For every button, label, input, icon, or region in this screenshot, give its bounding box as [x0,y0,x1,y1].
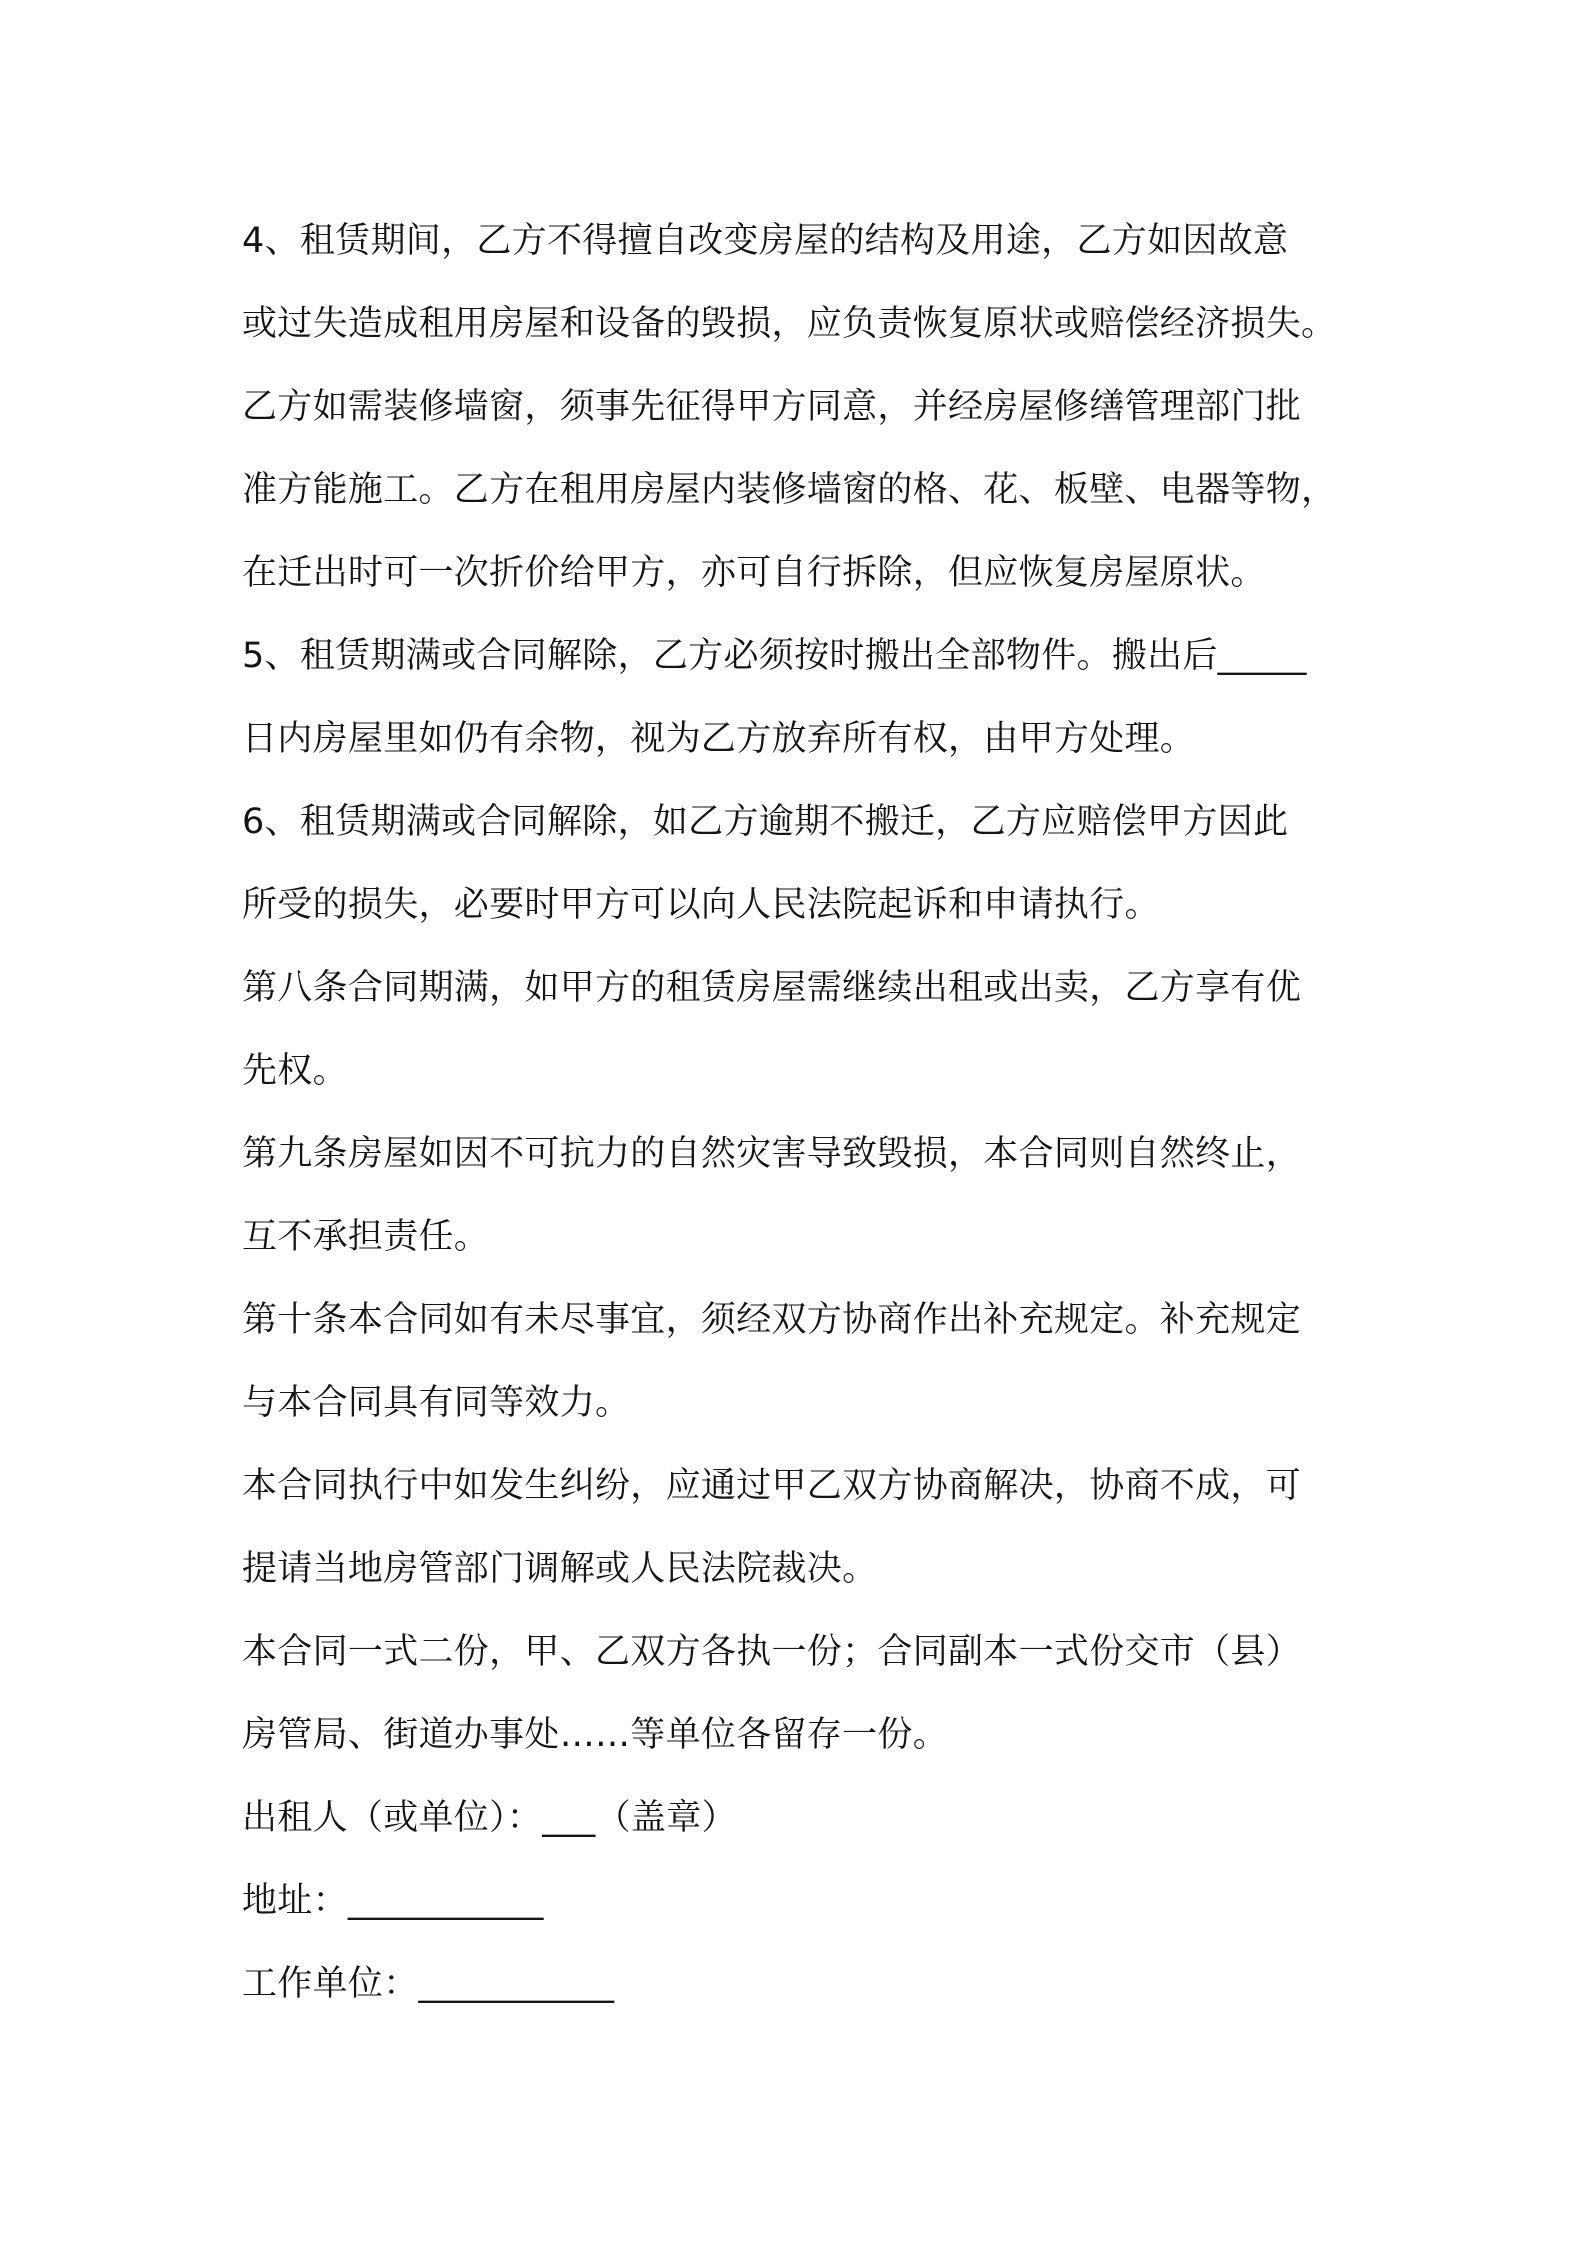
clause-5-line-1: 5、租赁期满或合同解除，乙方必须按时搬出全部物件。搬出后_____ [242,636,1307,676]
clause-4-line-5: 在迁出时可一次折价给甲方，亦可自行拆除，但应恢复房屋原状。 [242,553,1266,593]
copies-line-1: 本合同一式二份，甲、乙双方各执一份；合同副本一式份交市（县） [242,1632,1302,1672]
clause-4-line-1: 4、租赁期间，乙方不得擅自改变房屋的结构及用途，乙方如因故意 [242,221,1289,261]
clause-5-line-2: 日内房屋里如仍有余物，视为乙方放弃所有权，由甲方处理。 [242,719,1196,759]
clause-4-line-2: 或过失造成租用房屋和设备的毁损，应负责恢复原状或赔偿经济损失。 [242,304,1337,344]
clause-4-line-3: 乙方如需装修墙窗，须事先征得甲方同意，并经房屋修缮管理部门批 [242,387,1302,427]
contract-body [242,200,1392,2026]
article-8-line-2: 先权。 [242,1051,348,1091]
article-10-line-2: 与本合同具有同等效力。 [242,1383,631,1423]
article-9-line-1: 第九条房屋如因不可抗力的自然灾害导致毁损，本合同则自然终止， [242,1134,1302,1174]
clause-6-line-2: 所受的损失，必要时甲方可以向人民法院起诉和申请执行。 [242,885,1160,925]
article-9-line-2: 互不承担责任。 [242,1217,490,1257]
article-10-line-1: 第十条本合同如有未尽事宜，须经双方协商作出补充规定。补充规定 [242,1300,1302,1340]
copies-line-2: 房管局、街道办事处……等单位各留存一份。 [242,1715,949,1755]
article-8-line-1: 第八条合同期满，如甲方的租赁房屋需继续出租或出卖，乙方享有优 [242,968,1302,1008]
lessor-signature-line: 出租人（或单位）：___（盖章） [242,1798,737,1838]
address-line: 地址：___________ [242,1881,544,1921]
clause-4-line-4: 准方能施工。乙方在租用房屋内装修墙窗的格、花、板壁、电器等物， [242,470,1337,510]
dispute-line-1: 本合同执行中如发生纠纷，应通过甲乙双方协商解决，协商不成，可 [242,1466,1302,1506]
clause-6-line-1: 6、租赁期满或合同解除，如乙方逾期不搬迁，乙方应赔偿甲方因此 [242,802,1289,842]
dispute-line-2: 提请当地房管部门调解或人民法院裁决。 [242,1549,878,1589]
work-unit-line: 工作单位：___________ [242,1964,615,2004]
